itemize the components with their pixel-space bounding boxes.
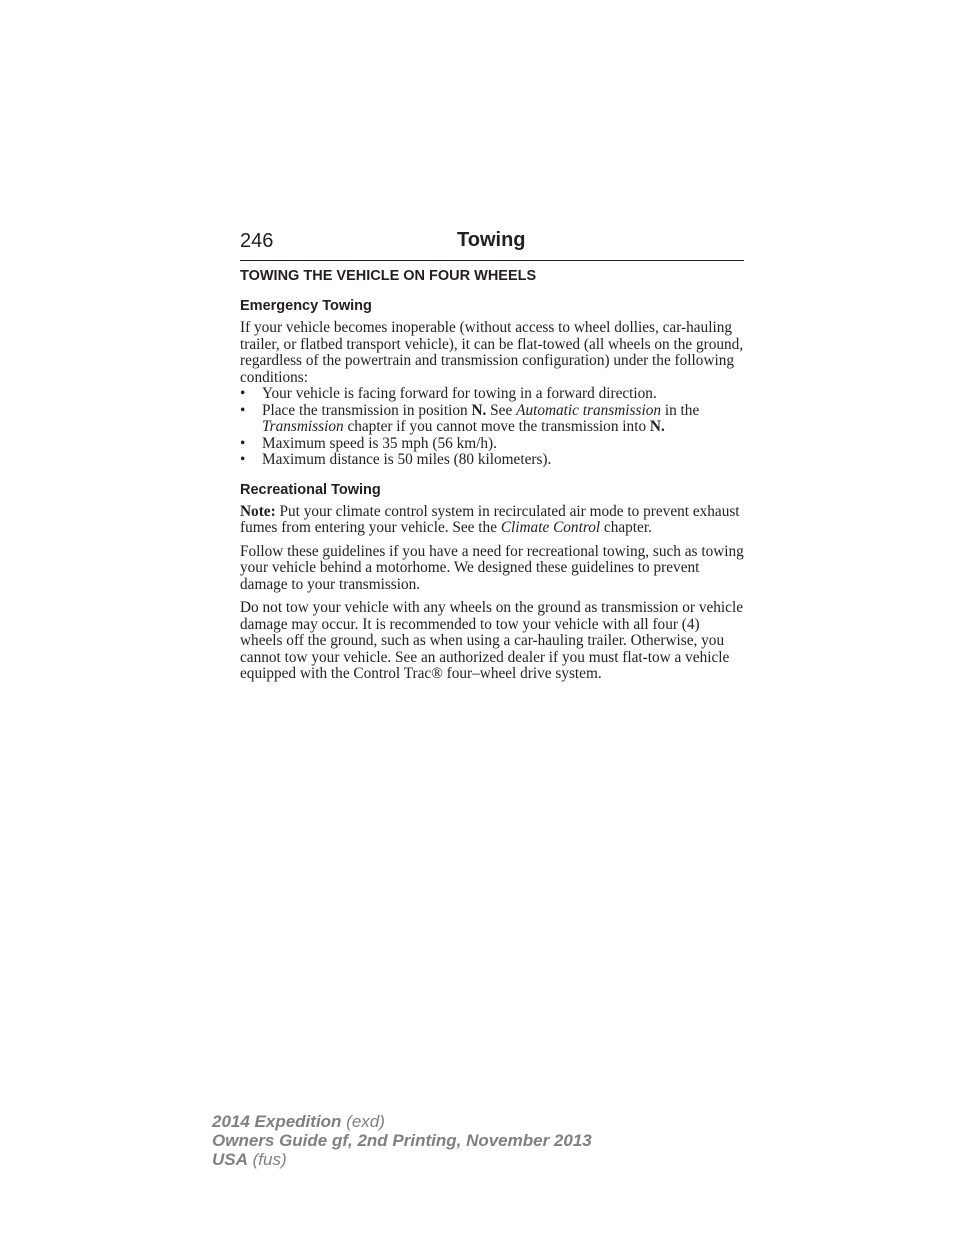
recreational-note: [240, 504, 744, 537]
condition-transmission-text: See: [486, 401, 517, 419]
list-item: [240, 403, 744, 436]
condition-transmission-text: chapter if you cannot move the transmission into: [343, 418, 650, 435]
neutral-position: N.: [471, 401, 487, 419]
condition-forward: Your vehicle is facing forward for towing in a forward direction.: [262, 385, 657, 402]
automatic-transmission-reference: Automatic transmission: [516, 401, 661, 419]
footer-market-code: (fus): [247, 1150, 287, 1169]
condition-transmission-text: Place the transmission in position: [262, 401, 472, 419]
emergency-towing-heading: Emergency Towing: [240, 298, 372, 314]
recreational-guidelines: Follow these guidelines if you have a need for recreational towing, such as towing your vehicle behind a motorhome. We designed these guidelines to prevent damage to your transmission.: [240, 542, 744, 593]
condition-max-speed: Maximum speed is 35 mph (56 km/h).: [262, 434, 497, 452]
chapter-title: Towing: [457, 229, 526, 251]
recreational-warning: Do not tow your vehicle with any wheels on the ground as transmission or vehicle damage may occur. It is recommended to tow your vehicle with all four (4) wheels off the ground, such as when using a car-hauling trailer. Otherwise, you cannot tow your vehicle. See an authorized dealer if you must flat-tow a vehicle equipped with the Control Trac® four–wheel drive system.: [240, 599, 743, 682]
emergency-intro: If your vehicle becomes inoperable (without access to wheel dollies, car-hauling trailer, or flatbed transport vehicle), it can be flat-towed (all wheels on the ground, regardless of the powertrain and transmission configuration) under the following conditions:: [240, 319, 744, 386]
note-end: chapter.: [600, 519, 652, 536]
list-item: [240, 386, 744, 403]
recreational-towing-heading: Recreational Towing: [240, 481, 381, 498]
footer-model-code: (exd): [341, 1112, 385, 1131]
climate-control-reference: Climate Control: [500, 519, 601, 536]
list-item: [240, 436, 744, 453]
transmission-chapter-reference: Transmission: [262, 418, 344, 435]
footer-model: 2014 Expedition: [212, 1112, 342, 1131]
neutral-position: N.: [649, 418, 665, 435]
bullet-icon: •: [240, 451, 246, 468]
emergency-conditions-list: [240, 386, 744, 469]
footer-market: USA: [212, 1150, 248, 1169]
note-text: Put your climate control system in recirculated air mode to prevent exhaust fumes from entering your vehicle. See the: [240, 502, 740, 536]
condition-max-distance: Maximum distance is 50 miles (80 kilometers).: [262, 451, 552, 468]
bullet-icon: •: [240, 385, 246, 402]
page-content: [240, 267, 744, 690]
page-header: [240, 228, 744, 261]
list-item: [240, 452, 744, 469]
bullet-icon: •: [240, 434, 246, 452]
bullet-icon: •: [240, 401, 246, 419]
page-number: 246: [240, 230, 274, 252]
footer-model-line: [212, 1112, 592, 1131]
condition-transmission-text: in the: [661, 401, 700, 419]
page-footer: [212, 1112, 592, 1169]
note-label: Note:: [240, 502, 276, 520]
footer-printing-line: Owners Guide gf, 2nd Printing, November 2013: [212, 1131, 592, 1150]
footer-market-line: [212, 1150, 592, 1169]
section-title: TOWING THE VEHICLE ON FOUR WHEELS: [240, 268, 537, 284]
